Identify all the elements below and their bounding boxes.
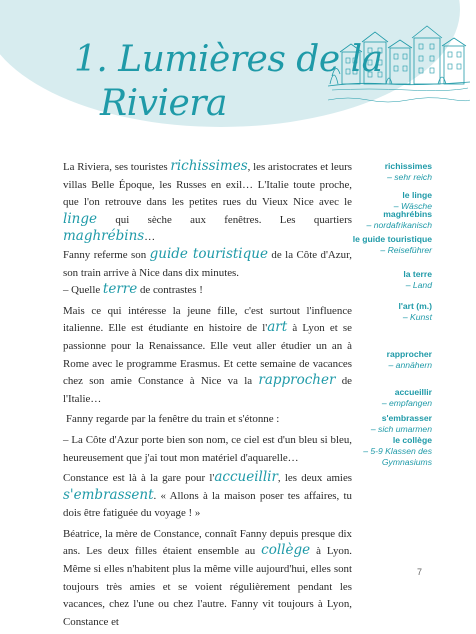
vocabulary-keyword: art [267, 319, 288, 336]
text-run: qui sèche aux fenêtres. Les quartiers [96, 213, 352, 226]
paragraph [63, 432, 352, 467]
vocabulary-keyword: terre [102, 281, 138, 298]
text-run: Mais ce qui intéresse la jeune fille, c'est surtout l'influence italienne. Elle est étudiante en histoire de l' [63, 304, 352, 335]
glossary-translation: – Land [405, 280, 432, 290]
vocabulary-keyword: accueillir [214, 469, 278, 486]
vocabulary-keyword: guide touristique [149, 245, 268, 262]
glossary-term: l'art (m.) [398, 301, 432, 311]
text-run: , les aristocrates et leurs villas Belle Époque, les Russes en exil… L'Italie toute proche, que l'on retrouve dans les petites rues du Vieux Nice avec le [63, 161, 353, 209]
chapter-title-line-1: 1. Lumières de la [74, 39, 383, 80]
paragraph [63, 159, 352, 300]
glossary-translation: – Kunst [402, 312, 432, 322]
chapter-title-line-2: Riviera [100, 83, 227, 124]
story-text [63, 159, 352, 634]
glossary-term: le guide touristique [352, 234, 432, 244]
glossary-translation: – Wäsche [393, 201, 432, 211]
glossary-translation: – nordafrikanisch [366, 220, 432, 230]
text-run: Constance est là à la gare pour l' [63, 472, 215, 485]
text-run: à Lyon et se passionne pour la Renaissance. Elle veut aller étudier un an à Rome avec le programme Erasmus. Et cette semaine de vacances chez son amie Constance à Nice va la [63, 322, 352, 388]
glossary-term: s'embrasser [381, 413, 432, 423]
glossary-term: maghrébins [383, 209, 432, 219]
vocabulary-keyword: maghrébins [63, 228, 145, 245]
vocabulary-keyword: linge [63, 210, 97, 227]
glossary-translation: – sich umarmen [370, 424, 432, 434]
paragraph [63, 526, 352, 632]
glossary-entry [322, 435, 432, 468]
paragraph [63, 303, 352, 409]
glossary-entry [322, 209, 432, 231]
glossary-entry [322, 413, 432, 435]
glossary-entry [322, 161, 432, 183]
glossary-translation: – sehr reich [387, 172, 432, 182]
glossary-term: le collège [392, 435, 432, 445]
vocabulary-keyword: rapprocher [258, 372, 336, 389]
text-run: de l'Italie… [63, 375, 352, 405]
glossary-term: rapprocher [386, 349, 432, 359]
glossary-term: le linge [402, 190, 432, 200]
text-run: à Lyon. Même si elles n'habitent plus la même ville aujourd'hui, elles sont toujours très amies et se voient régulièrement pendant les vacances, chez l'une ou chez l'autre. Fanny vit toujours à Lyon, Constance et [63, 545, 352, 628]
text-run: La Riviera, ses touristes [63, 161, 171, 173]
glossary-term: richissimes [384, 161, 432, 171]
paragraph [63, 411, 352, 429]
glossary-translation: – 5-9 Klassen des Gymnasiums [363, 446, 432, 467]
glossary-translation: – annähern [388, 360, 432, 370]
glossary-entry [322, 349, 432, 371]
glossary-entry [322, 234, 432, 256]
text-run: . « Allons à la maison poser tes affaires, tu dois être fatiguée du voyage ! » [63, 489, 352, 520]
text-run: … [144, 231, 156, 244]
text-run: – La Côte d'Azur porte bien son nom, ce ciel est d'un bleu si bleu, heureusement que j'ai tout mon matériel d'aquarelle… [63, 433, 352, 464]
text-run: , les deux amies [277, 472, 353, 485]
text-run: Fanny referme son [63, 248, 150, 261]
glossary-term: la terre [403, 269, 432, 279]
glossary-translation: – empfangen [381, 398, 432, 408]
text-run: Fanny regarde par la fenêtre du train et s'étonne : [66, 413, 280, 426]
glossary-term: accueillir [394, 387, 432, 397]
chapter-title [74, 38, 383, 126]
glossary-entry [322, 301, 432, 323]
glossary-translation: – Reiseführer [380, 245, 432, 255]
vocabulary-keyword: richissimes [170, 158, 248, 174]
vocabulary-keyword: collège [261, 542, 311, 559]
glossary-entry [322, 387, 432, 409]
page-number: 7 [416, 567, 422, 577]
vocabulary-keyword: s'embrassent [63, 486, 154, 503]
text-run: de contrastes ! [137, 284, 203, 297]
paragraph [63, 470, 352, 523]
glossary-entry [322, 269, 432, 291]
text-run: – Quelle [63, 284, 103, 297]
text-run: de la Côte d'Azur, son train arrive à Nice dans dix minutes. [63, 248, 352, 279]
text-run: Béatrice, la mère de Constance, connaît Fanny depuis presque dix ans. Les deux filles étaient ensemble au [63, 527, 352, 558]
